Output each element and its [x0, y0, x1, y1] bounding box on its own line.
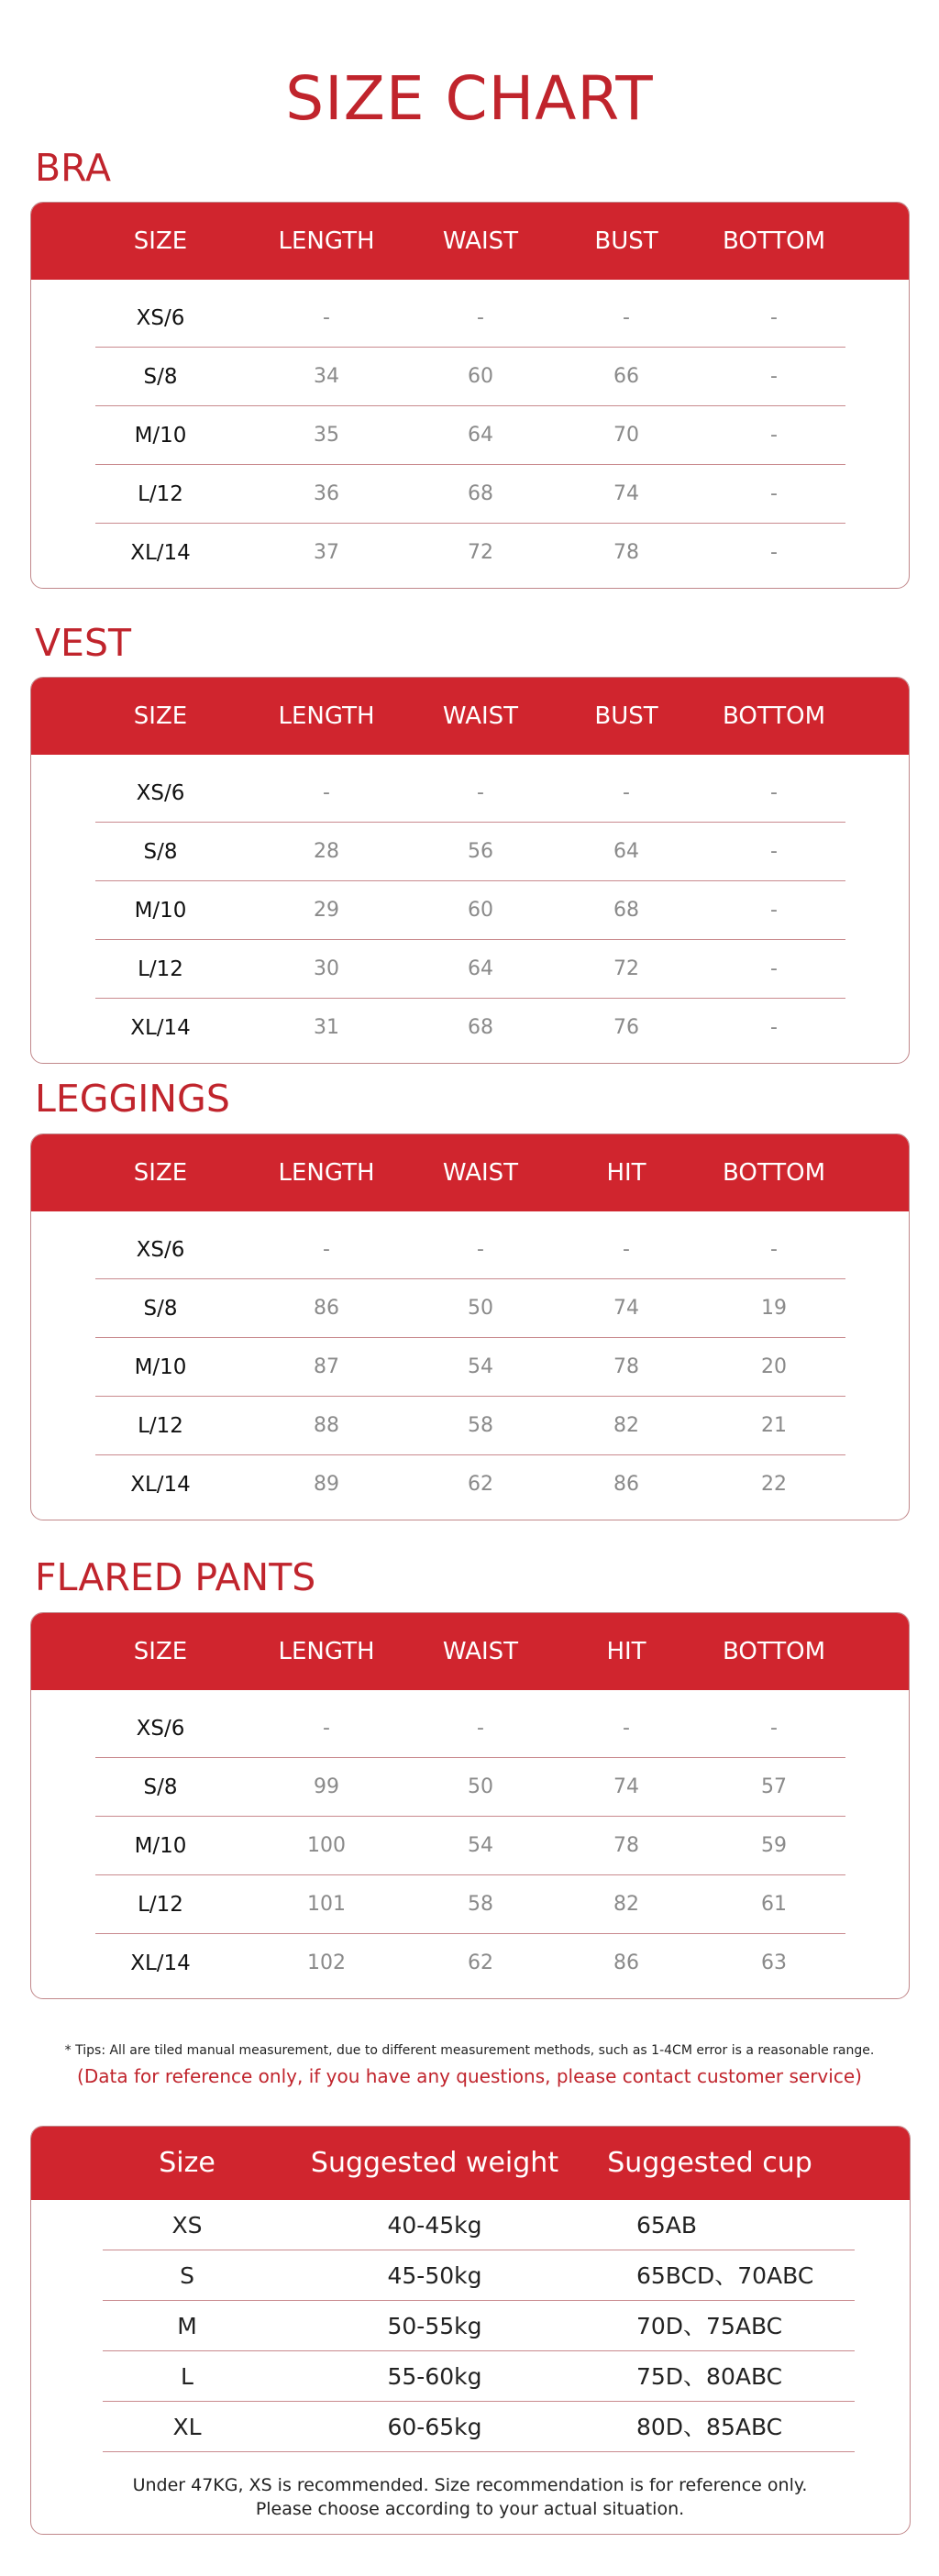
cell-waist: -: [477, 781, 484, 804]
cell-length: -: [323, 1238, 330, 1261]
cell-third: 66: [613, 365, 639, 388]
column-header-waist: WAIST: [442, 1159, 519, 1187]
column-header-third: BUST: [594, 702, 658, 730]
size-label: L/12: [138, 957, 183, 981]
reference-note: (Data for reference only, if you have any questions, please contact customer service): [77, 2065, 862, 2087]
cell-waist: -: [477, 1717, 484, 1740]
table-body: [31, 1690, 909, 1993]
recommendation-row: [31, 2301, 910, 2351]
cell-third: 86: [613, 1473, 639, 1496]
rec-cell-size: XS: [171, 2212, 203, 2239]
cell-length: 37: [314, 541, 339, 564]
size-label: S/8: [143, 1775, 178, 1799]
table-body: [31, 1211, 909, 1514]
table-header: [31, 678, 909, 755]
column-header-bottom: BOTTOM: [722, 1638, 826, 1665]
rec-cell-size: XL: [172, 2414, 202, 2440]
cell-length: 30: [314, 957, 339, 980]
cell-length: 34: [314, 365, 339, 388]
cell-waist: 60: [468, 899, 493, 922]
column-header-third: BUST: [594, 227, 658, 255]
table-row: [31, 764, 909, 823]
flared-pants-section-title: FLARED PANTS: [35, 1555, 316, 1599]
cell-bottom: -: [770, 1238, 778, 1261]
cell-waist: 72: [468, 541, 493, 564]
cell-waist: 64: [468, 424, 493, 447]
table-body: [31, 280, 909, 582]
table-row: [31, 289, 909, 348]
table-row: [31, 823, 909, 881]
size-label: XL/14: [130, 1951, 191, 1975]
size-label: XS/6: [136, 306, 185, 330]
size-label: XS/6: [136, 1717, 185, 1741]
cell-third: 74: [613, 1297, 639, 1320]
column-header-waist: WAIST: [442, 1638, 519, 1665]
cell-bottom: -: [770, 1016, 778, 1039]
rec-cell-weight: 50-55kg: [387, 2313, 482, 2339]
table-row: [31, 1397, 909, 1455]
cell-waist: 50: [468, 1775, 493, 1798]
table-row: [31, 1699, 909, 1758]
cell-third: 86: [613, 1951, 639, 1974]
table-row: [31, 999, 909, 1057]
cell-third: 74: [613, 1775, 639, 1798]
column-header-length: LENGTH: [278, 1159, 375, 1187]
cell-waist: 68: [468, 1016, 493, 1039]
flared-pants-size-table: [30, 1612, 910, 1999]
recommendation-row: [31, 2402, 910, 2452]
rec-note-line2: Please choose according to your actual situation.: [255, 2499, 685, 2519]
table-row: [31, 1338, 909, 1397]
cell-waist: 54: [468, 1834, 493, 1857]
column-header-length: LENGTH: [278, 702, 375, 730]
cell-length: 35: [314, 424, 339, 447]
column-header-size: SIZE: [133, 1159, 188, 1187]
cell-bottom: 20: [761, 1355, 787, 1378]
table-header: [31, 203, 909, 280]
cell-bottom: -: [770, 424, 778, 447]
cell-bottom: -: [770, 781, 778, 804]
cell-third: 82: [613, 1893, 639, 1916]
column-header-size: SIZE: [133, 1638, 188, 1665]
cell-waist: 58: [468, 1414, 493, 1437]
cell-third: 72: [613, 957, 639, 980]
cell-waist: 60: [468, 365, 493, 388]
cell-bottom: -: [770, 1717, 778, 1740]
cell-bottom: -: [770, 306, 778, 329]
table-body: [31, 755, 909, 1057]
cell-bottom: 22: [761, 1473, 787, 1496]
rec-cell-cup: 75D、80ABC: [636, 2363, 783, 2390]
table-row: [31, 881, 909, 940]
cell-bottom: 57: [761, 1775, 787, 1798]
table-row: [31, 1455, 909, 1514]
rec-header-weight: Suggested weight: [310, 2147, 559, 2179]
column-header-size: SIZE: [133, 227, 188, 255]
cell-third: -: [623, 781, 630, 804]
bra-size-table: [30, 202, 910, 589]
size-label: M/10: [134, 424, 187, 448]
table-row: [31, 1279, 909, 1338]
cell-length: 29: [314, 899, 339, 922]
size-label: XS/6: [136, 781, 185, 805]
page-title: SIZE CHART: [285, 63, 654, 134]
rec-header-size: Size: [159, 2147, 215, 2179]
size-label: S/8: [143, 365, 178, 389]
cell-length: -: [323, 1717, 330, 1740]
rec-cell-weight: 60-65kg: [387, 2414, 482, 2440]
cell-waist: 64: [468, 957, 493, 980]
cell-bottom: 63: [761, 1951, 787, 1974]
cell-third: 74: [613, 482, 639, 505]
column-header-bottom: BOTTOM: [722, 1159, 826, 1187]
cell-bottom: 19: [761, 1297, 787, 1320]
cell-length: 99: [314, 1775, 339, 1798]
cell-waist: 56: [468, 840, 493, 863]
size-label: L/12: [138, 1414, 183, 1438]
column-header-length: LENGTH: [278, 227, 375, 255]
cell-length: 28: [314, 840, 339, 863]
size-label: L/12: [138, 1893, 183, 1917]
cell-waist: 62: [468, 1473, 493, 1496]
cell-bottom: -: [770, 365, 778, 388]
rec-cell-weight: 40-45kg: [387, 2212, 482, 2239]
cell-length: 89: [314, 1473, 339, 1496]
size-label: M/10: [134, 1355, 187, 1379]
row-divider: [103, 2451, 855, 2453]
cell-third: 78: [613, 1834, 639, 1857]
size-label: S/8: [143, 1297, 178, 1321]
rec-cell-size: L: [181, 2363, 193, 2390]
cell-length: -: [323, 781, 330, 804]
size-label: XL/14: [130, 541, 191, 565]
rec-cell-cup: 80D、85ABC: [636, 2414, 783, 2440]
cell-length: -: [323, 306, 330, 329]
cell-waist: 68: [468, 482, 493, 505]
size-label: XL/14: [130, 1473, 191, 1497]
column-header-bottom: BOTTOM: [722, 702, 826, 730]
cell-length: 87: [314, 1355, 339, 1378]
cell-waist: 58: [468, 1893, 493, 1916]
cell-third: -: [623, 1717, 630, 1740]
cell-third: 70: [613, 424, 639, 447]
leggings-size-table: [30, 1133, 910, 1520]
cell-third: 78: [613, 1355, 639, 1378]
cell-third: 82: [613, 1414, 639, 1437]
table-row: [31, 1221, 909, 1279]
table-header: [31, 1134, 909, 1211]
tips-text: * Tips: All are tiled manual measurement, due to different measurement methods, such as 1-4CM error is a reasonable range.: [64, 2043, 875, 2058]
cell-length: 86: [314, 1297, 339, 1320]
cell-third: 78: [613, 541, 639, 564]
table-row: [31, 1934, 909, 1993]
cell-length: 31: [314, 1016, 339, 1039]
cell-third: 76: [613, 1016, 639, 1039]
recommendation-row: [31, 2250, 910, 2301]
rec-cell-cup: 70D、75ABC: [636, 2313, 783, 2339]
rec-cell-weight: 45-50kg: [387, 2262, 482, 2289]
cell-bottom: -: [770, 840, 778, 863]
cell-length: 102: [307, 1951, 346, 1974]
table-header: [31, 1613, 909, 1690]
size-recommendation-card: [30, 2126, 911, 2535]
recommendation-header: [31, 2127, 910, 2200]
cell-bottom: 59: [761, 1834, 787, 1857]
cell-length: 36: [314, 482, 339, 505]
cell-waist: 50: [468, 1297, 493, 1320]
rec-cell-cup: 65BCD、70ABC: [636, 2262, 814, 2289]
recommendation-row: [31, 2351, 910, 2402]
cell-bottom: -: [770, 957, 778, 980]
cell-bottom: -: [770, 541, 778, 564]
cell-bottom: -: [770, 482, 778, 505]
vest-size-table: [30, 677, 910, 1064]
table-row: [31, 348, 909, 406]
rec-header-cup: Suggested cup: [607, 2147, 812, 2179]
vest-section-title: VEST: [35, 621, 132, 665]
column-header-waist: WAIST: [442, 227, 519, 255]
cell-third: -: [623, 306, 630, 329]
cell-bottom: 61: [761, 1893, 787, 1916]
size-label: XL/14: [130, 1016, 191, 1040]
size-label: M/10: [134, 899, 187, 923]
cell-bottom: 21: [761, 1414, 787, 1437]
table-row: [31, 524, 909, 582]
column-header-size: SIZE: [133, 702, 188, 730]
table-row: [31, 1758, 909, 1817]
rec-cell-size: M: [177, 2313, 197, 2339]
column-header-third: HIT: [606, 1159, 646, 1187]
cell-waist: -: [477, 1238, 484, 1261]
cell-waist: 62: [468, 1951, 493, 1974]
bra-section-title: BRA: [35, 146, 112, 190]
column-header-length: LENGTH: [278, 1638, 375, 1665]
cell-third: 68: [613, 899, 639, 922]
rec-cell-size: S: [180, 2262, 194, 2289]
table-row: [31, 1817, 909, 1875]
size-label: XS/6: [136, 1238, 185, 1262]
table-row: [31, 406, 909, 465]
cell-third: -: [623, 1238, 630, 1261]
table-row: [31, 465, 909, 524]
cell-length: 100: [307, 1834, 346, 1857]
cell-bottom: -: [770, 899, 778, 922]
column-header-bottom: BOTTOM: [722, 227, 826, 255]
cell-length: 101: [307, 1893, 346, 1916]
column-header-waist: WAIST: [442, 702, 519, 730]
size-label: M/10: [134, 1834, 187, 1858]
rec-cell-weight: 55-60kg: [387, 2363, 482, 2390]
cell-waist: 54: [468, 1355, 493, 1378]
recommendation-row: [31, 2200, 910, 2250]
size-label: L/12: [138, 482, 183, 506]
table-row: [31, 940, 909, 999]
cell-length: 88: [314, 1414, 339, 1437]
recommendation-body: [31, 2200, 910, 2452]
leggings-section-title: LEGGINGS: [35, 1077, 230, 1121]
rec-cell-cup: 65AB: [636, 2212, 698, 2239]
column-header-third: HIT: [606, 1638, 646, 1665]
size-label: S/8: [143, 840, 178, 864]
cell-waist: -: [477, 306, 484, 329]
rec-note-line1: Under 47KG, XS is recommended. Size recommendation is for reference only.: [132, 2475, 808, 2495]
cell-third: 64: [613, 840, 639, 863]
table-row: [31, 1875, 909, 1934]
